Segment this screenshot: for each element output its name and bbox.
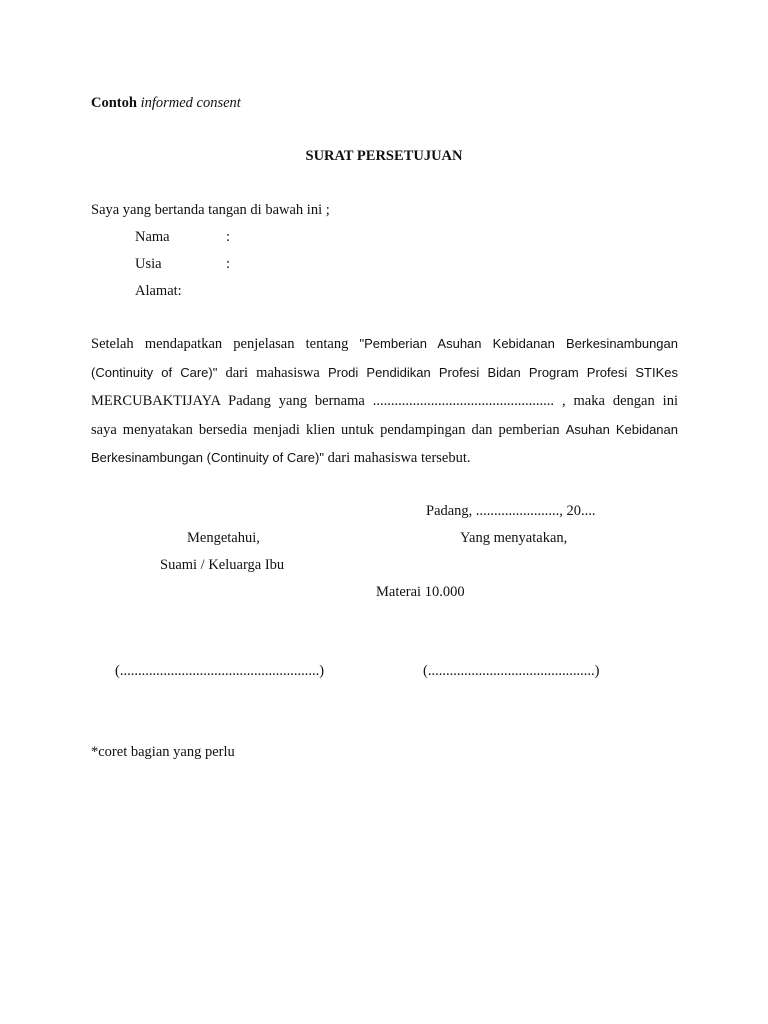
left-signature-label: Mengetahui, <box>187 530 260 546</box>
paragraph-line-2-c: Prodi Pendidikan Profesi Bidan Program Profesi STIKes <box>327 364 678 380</box>
document-heading <box>91 94 241 112</box>
paragraph-line-5-b: dari mahasiswa tersebut. <box>323 450 471 466</box>
paragraph-line-1 <box>91 335 678 364</box>
field-colon-usia: : <box>226 256 231 272</box>
paragraph-line-4-b: Asuhan Kebidanan <box>565 421 678 437</box>
paragraph-line-2 <box>91 364 678 393</box>
right-signature-label: Yang menyatakan, <box>460 530 568 546</box>
paragraph-line-5-a: Berkesinambungan (Continuity of Care)" <box>91 450 324 465</box>
intro-text: Saya yang bertanda tangan di bawah ini ; <box>91 202 330 218</box>
paragraph-line-2-b: dari mahasiswa <box>217 364 328 381</box>
paragraph-line-1-a: Setelah mendapatkan penjelasan tentang <box>91 336 360 352</box>
place-date: Padang, ......................., 20.... <box>426 503 596 519</box>
document-title: SURAT PERSETUJUAN <box>305 148 463 164</box>
footnote: *coret bagian yang perlu <box>91 744 235 760</box>
paragraph-line-4-a: saya menyatakan bersedia menjadi klien untuk pendampingan dan pemberian <box>91 421 566 438</box>
paragraph-line-1-b: "Pemberian Asuhan Kebidanan Berkesinambungan <box>359 336 678 351</box>
paragraph-line-3: MERCUBAKTIJAYA Padang yang bernama .................................................. , maka dengan ini <box>91 393 678 409</box>
paragraph-line-2-a: (Continuity of Care)" <box>91 364 218 380</box>
paragraph-line-4 <box>91 421 678 450</box>
right-signature-name-line: (..............................................) <box>423 663 600 679</box>
paragraph-line-5 <box>91 449 678 478</box>
field-label-nama: Nama <box>135 229 170 245</box>
stamp-label: Materai 10.000 <box>376 584 465 600</box>
heading-emphasis: informed consent <box>140 95 241 111</box>
field-colon-nama: : <box>226 229 231 245</box>
heading-prefix: Contoh <box>91 95 141 111</box>
left-signature-name-line: (.......................................................) <box>115 663 325 679</box>
field-label-usia: Usia <box>135 256 162 272</box>
left-signature-role: Suami / Keluarga Ibu <box>160 557 285 573</box>
consent-paragraph <box>91 335 678 478</box>
field-label-alamat: Alamat: <box>135 283 182 299</box>
